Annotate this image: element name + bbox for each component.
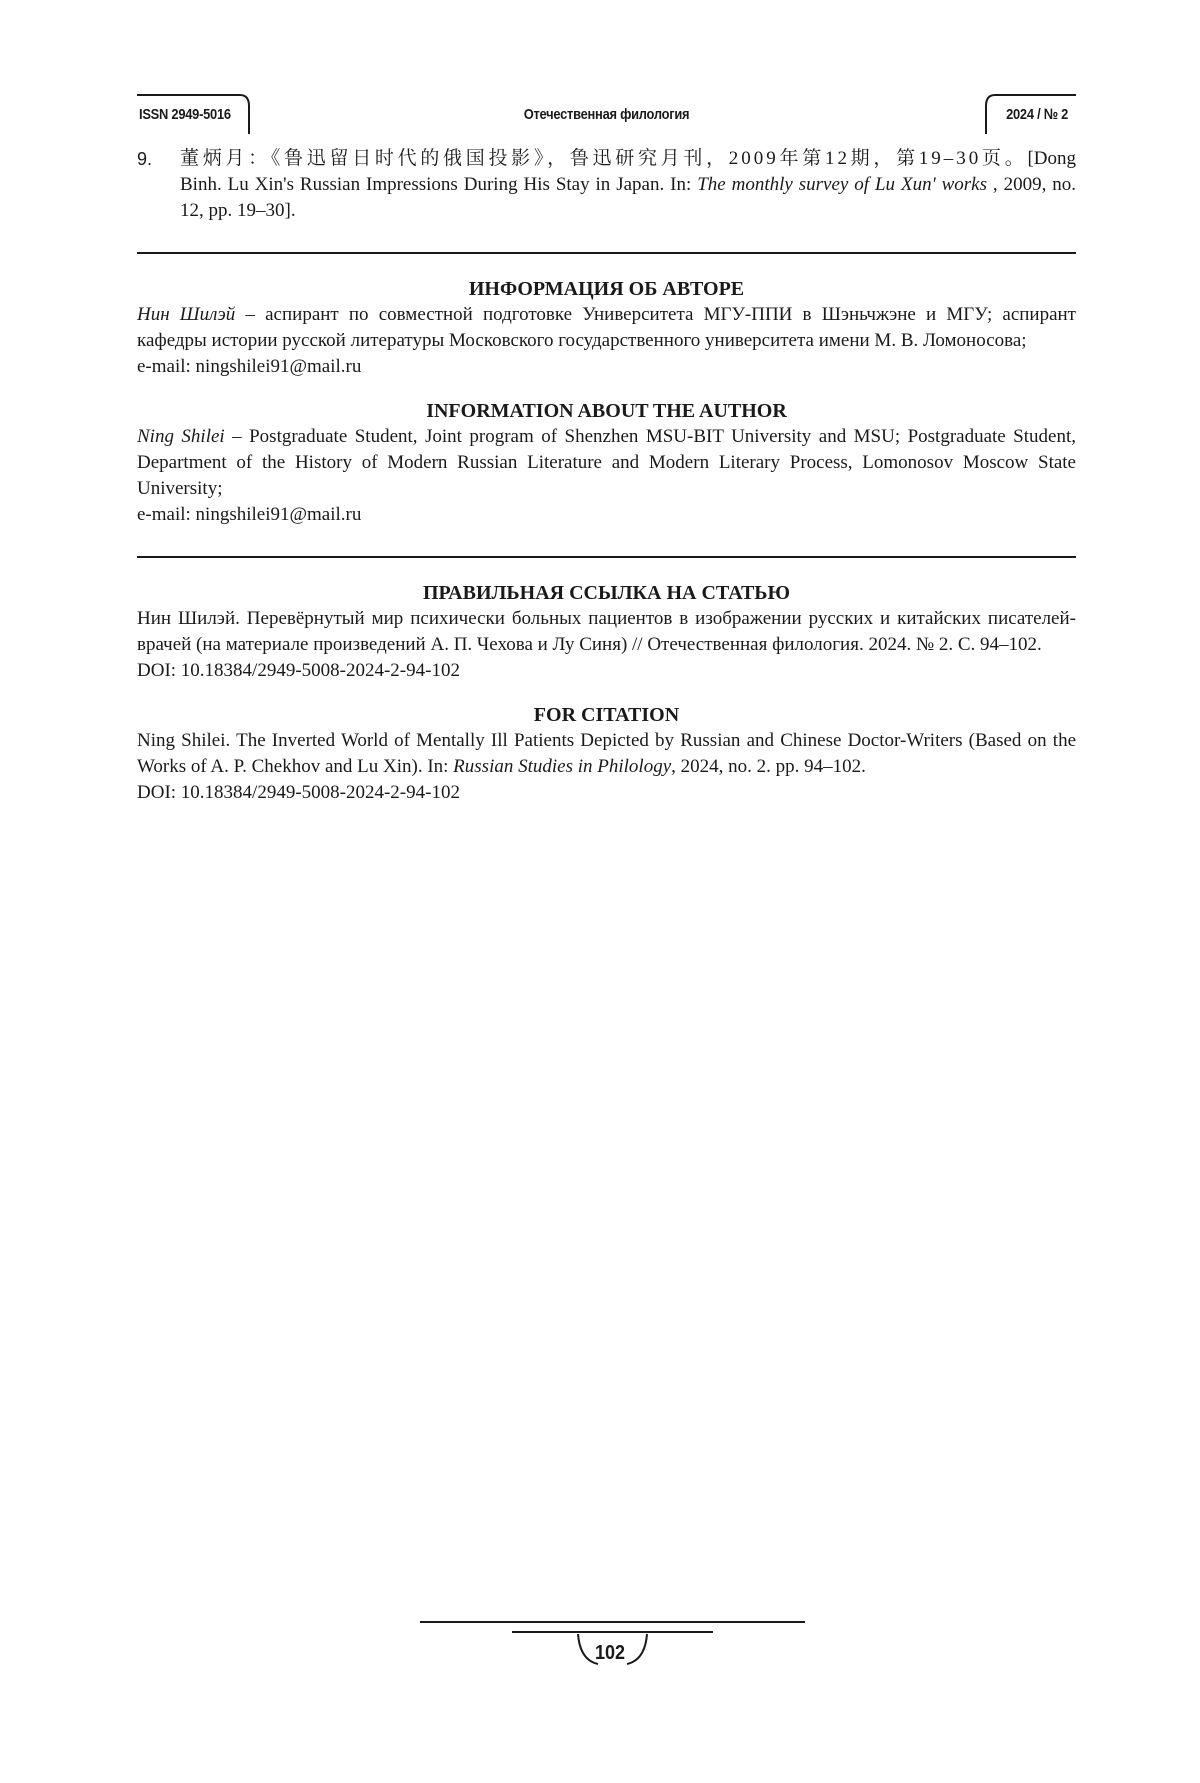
citation-ru <box>137 580 1076 684</box>
reference-text <box>180 146 1076 224</box>
citation-en-doi: DOI: 10.18384/2949-5008-2024-2-94-102 <box>137 782 460 803</box>
page <box>137 92 1076 806</box>
header-issue: 2024 / № 2 <box>1005 106 1068 123</box>
author-desc-ru: – аспирант по совместной подготовке Университета МГУ-ППИ в Шэньчжэне и МГУ; аспирант кафедры истории русской литературы Московского государственного университета имени М. В. Ломоносова; <box>137 304 1076 351</box>
author-info-ru-text <box>137 302 1076 354</box>
header-issn: ISSN 2949-5016 <box>139 106 231 123</box>
citation-en-journal: Russian Studies in Philology <box>453 756 672 777</box>
page-footer <box>0 1612 1200 1682</box>
citation-en-tail: , 2024, no. 2. pp. 94–102. <box>671 756 866 777</box>
reference-number: 9. <box>137 149 153 169</box>
author-name-en: Ning Shilei <box>137 426 225 447</box>
citation-en-title: FOR CITATION <box>533 704 680 726</box>
page-number: 102 <box>594 1642 626 1664</box>
citation-ru-doi: DOI: 10.18384/2949-5008-2024-2-94-102 <box>137 660 460 681</box>
reference-source: The monthly survey of Lu Xun' works <box>697 174 987 195</box>
author-info-ru <box>137 276 1076 380</box>
citation-en <box>137 702 1076 806</box>
divider <box>137 252 1076 254</box>
author-info-en-title: INFORMATION ABOUT THE AUTHOR <box>426 400 787 422</box>
reference-chinese: 董炳月：《鲁迅留日时代的俄国投影》，鲁迅研究月刊，2009年第12期，第19–30页。 <box>180 148 1028 169</box>
citation-en-text <box>137 728 1076 780</box>
running-header <box>137 92 1076 136</box>
citation-ru-text: Нин Шилэй. Перевёрнутый мир психически больных пациентов в изображении русских и китайских писателей-врачей (на материале произведений А. П. Чехова и Лу Синя) // Отечественная филология. 2024. № 2. С. 94–102. <box>137 608 1076 655</box>
divider <box>137 556 1076 558</box>
header-journal-title: Отечественная филология <box>523 106 690 123</box>
author-info-ru-title: ИНФОРМАЦИЯ ОБ АВТОРЕ <box>468 278 745 300</box>
author-name-ru: Нин Шилэй <box>137 304 236 325</box>
reference-item <box>137 146 1076 224</box>
author-info-en <box>137 398 1076 528</box>
reference-translit: [Dong Binh. Lu Xin's Russian Impressions During His Stay in Japan. In: <box>180 148 1076 195</box>
citation-ru-title: ПРАВИЛЬНАЯ ССЫЛКА НА СТАТЬЮ <box>422 582 791 604</box>
author-desc-en: – Postgraduate Student, Joint program of Shenzhen MSU-BIT University and MSU; Postgraduate Student, Department of the History of Modern Russian Literature and Modern Literary Process, Lomonosov Moscow State University; <box>137 426 1076 499</box>
citation-en-body: Ning Shilei. The Inverted World of Mentally Ill Patients Depicted by Russian and Chinese Doctor-Writers (Based on the Works of A. P. Chekhov and Lu Xin). In: <box>137 730 1076 777</box>
author-info-en-text <box>137 424 1076 502</box>
reference-tail: , 2009, no. 12, pp. 19–30]. <box>180 174 1076 221</box>
author-email-en: e-mail: ningshilei91@mail.ru <box>137 504 362 525</box>
author-email-ru: e-mail: ningshilei91@mail.ru <box>137 356 362 377</box>
